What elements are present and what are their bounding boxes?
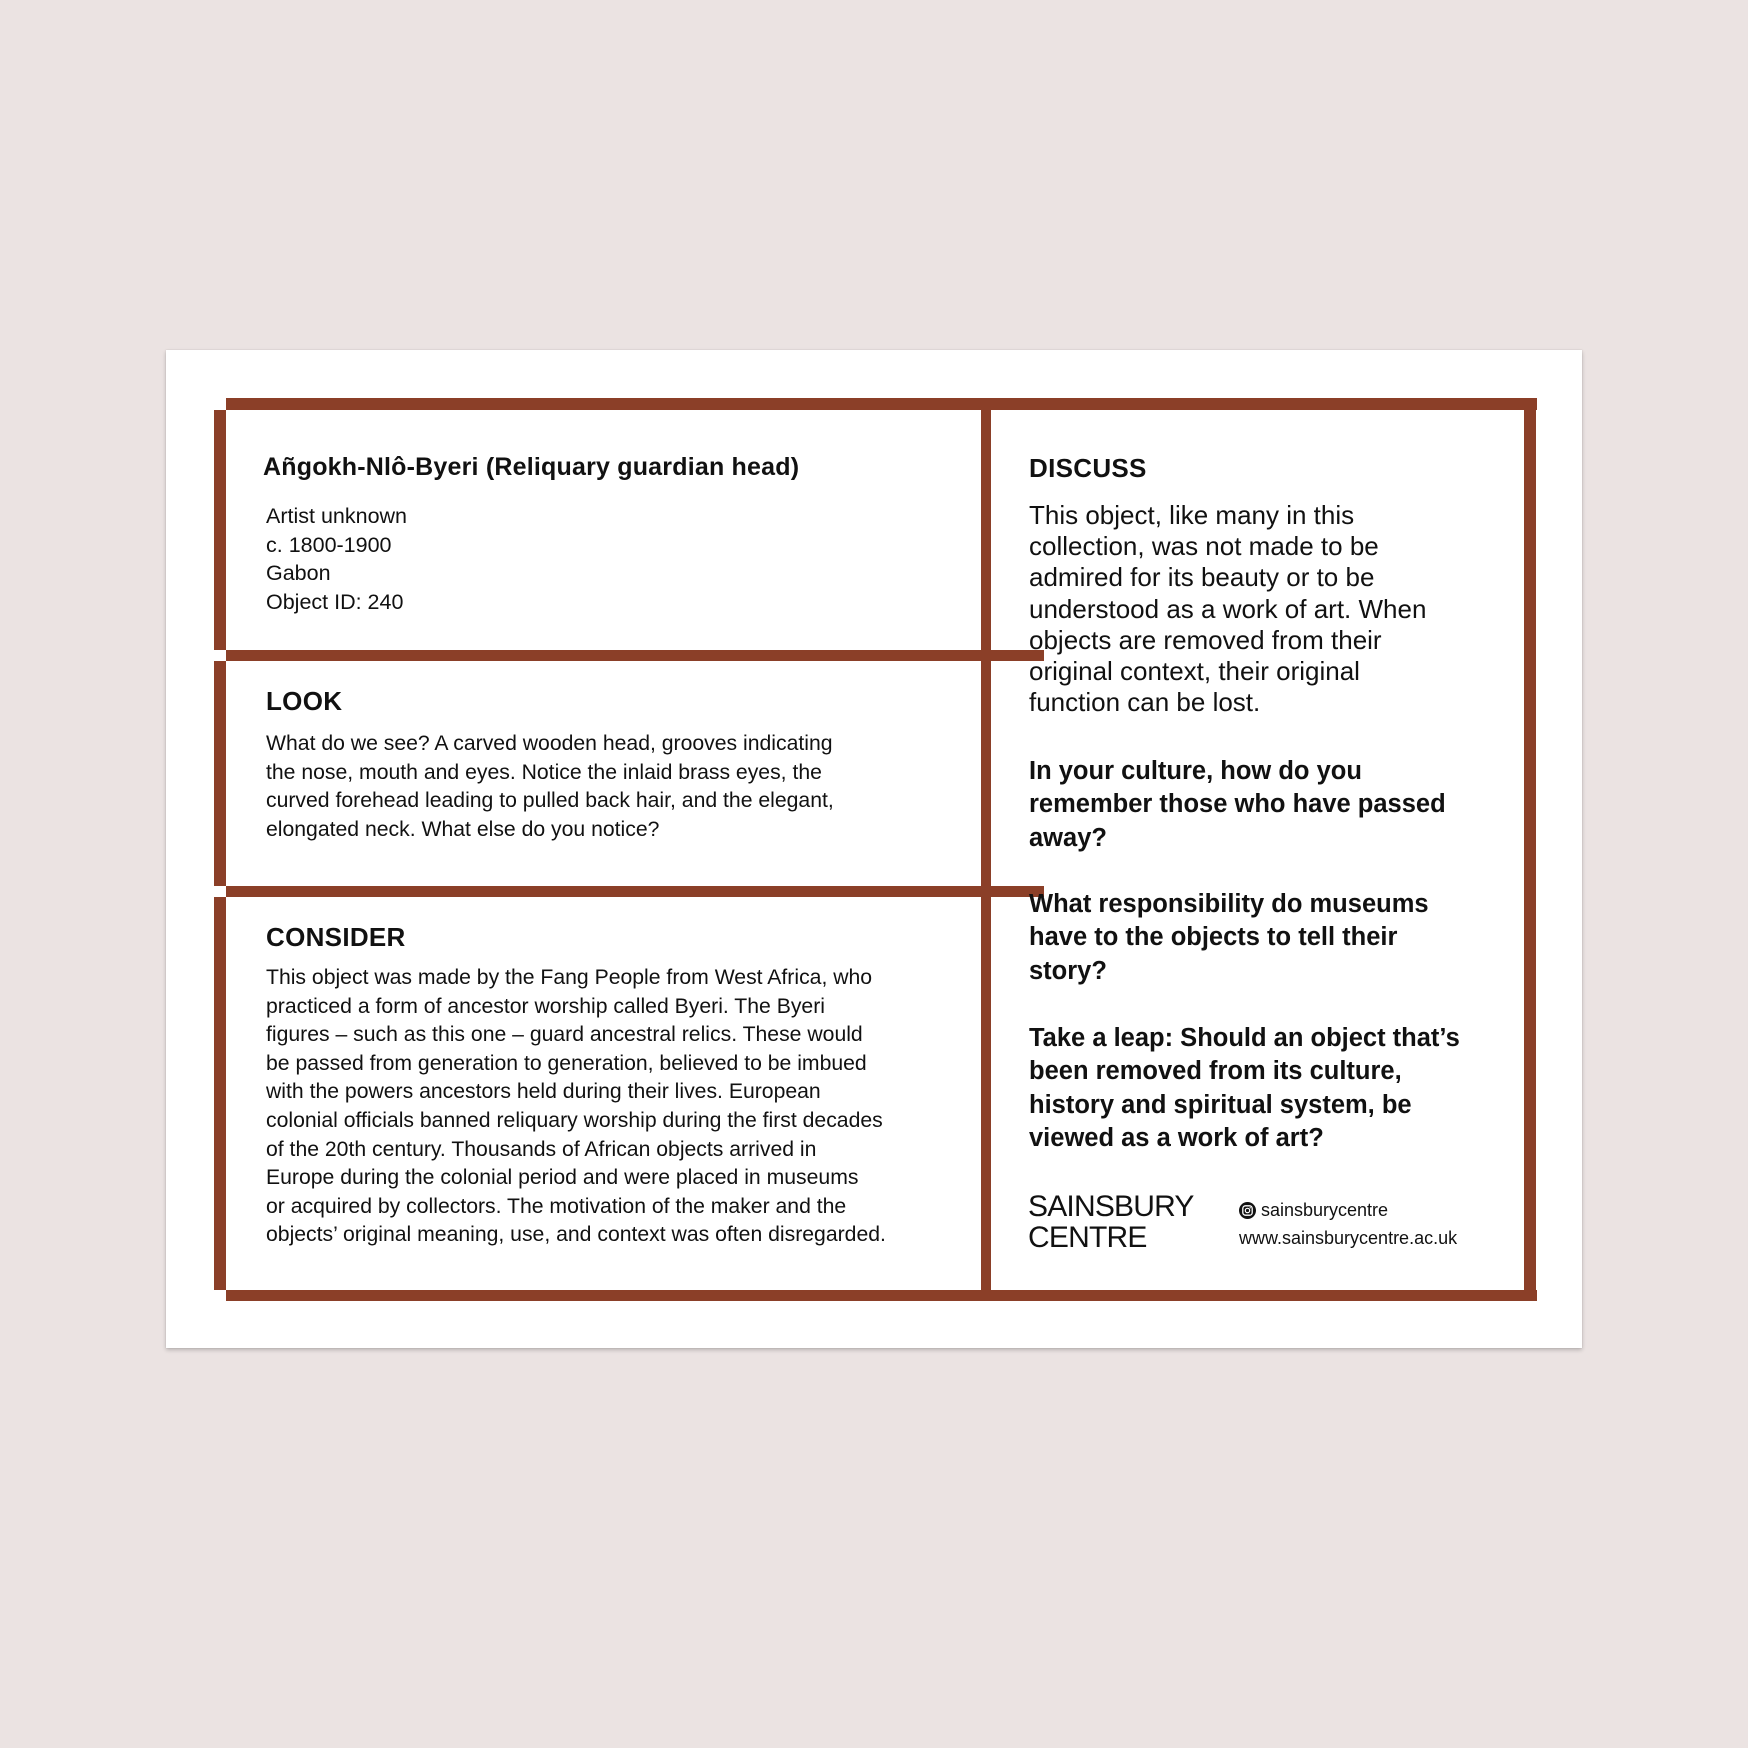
frame-mid-3 bbox=[981, 897, 991, 1290]
question-line: viewed as a work of art? bbox=[1029, 1124, 1324, 1153]
consider-line: Europe during the colonial period and were placed in museums bbox=[266, 1166, 859, 1190]
instagram-icon bbox=[1239, 1202, 1256, 1219]
look-line: What do we see? A carved wooden head, grooves indicating bbox=[266, 732, 833, 755]
object-date: c. 1800-1900 bbox=[266, 532, 392, 557]
social-links bbox=[1239, 1196, 1457, 1252]
consider-line: objects’ original meaning, use, and context was often disregarded. bbox=[266, 1223, 886, 1247]
logo-line: CENTRE bbox=[1028, 1221, 1147, 1254]
question-line: story? bbox=[1029, 956, 1107, 985]
consider-line: with the powers ancestors held during their lives. European bbox=[266, 1080, 821, 1104]
frame-mid-1 bbox=[981, 410, 991, 650]
question-line: away? bbox=[1029, 823, 1107, 852]
discuss-intro-line: original context, their original bbox=[1029, 656, 1360, 687]
consider-line: colonial officials banned reliquary worship during the first decades bbox=[266, 1108, 883, 1132]
object-place: Gabon bbox=[266, 561, 331, 586]
question-line: Take a leap: Should an object that’s bbox=[1029, 1024, 1460, 1052]
look-line: elongated neck. What else do you notice? bbox=[266, 817, 660, 841]
discuss-intro-line: collection, was not made to be bbox=[1029, 531, 1379, 562]
frame-top-right bbox=[991, 398, 1537, 410]
logo-line: SAINSBURY bbox=[1028, 1190, 1194, 1223]
look-line: the nose, mouth and eyes. Notice the inlaid brass eyes, the bbox=[266, 760, 822, 784]
discuss-intro-line: objects are removed from their bbox=[1029, 624, 1382, 655]
frame-left-3 bbox=[214, 897, 226, 1290]
consider-line: practiced a form of ancestor worship called Byeri. The Byeri bbox=[266, 994, 825, 1018]
discuss-intro-line: admired for its beauty or to be bbox=[1029, 562, 1375, 593]
object-id: Object ID: 240 bbox=[266, 590, 404, 615]
frame-mid-2 bbox=[981, 661, 991, 886]
discuss-intro bbox=[1029, 500, 1426, 718]
discuss-heading: DISCUSS bbox=[1029, 453, 1147, 483]
discuss-question-1 bbox=[1029, 755, 1446, 855]
discuss-question-2 bbox=[1029, 888, 1429, 988]
discuss-question-3 bbox=[1029, 1022, 1460, 1156]
consider-line: or acquired by collectors. The motivation of the maker and the bbox=[266, 1194, 847, 1218]
consider-line: be passed from generation to generation, believed to be imbued bbox=[266, 1051, 867, 1075]
discuss-intro-line: function can be lost. bbox=[1029, 687, 1261, 718]
sainsbury-centre-logo bbox=[1028, 1191, 1194, 1253]
object-artist: Artist unknown bbox=[266, 504, 408, 528]
discuss-intro-line: This object, like many in this bbox=[1029, 500, 1355, 530]
website-link[interactable]: www.sainsburycentre.ac.uk bbox=[1239, 1228, 1458, 1248]
discuss-intro-line: understood as a work of art. When bbox=[1029, 593, 1427, 624]
instagram-link[interactable] bbox=[1239, 1196, 1457, 1224]
object-meta bbox=[266, 502, 407, 617]
question-line: What responsibility do museums bbox=[1029, 890, 1429, 918]
look-body bbox=[266, 730, 834, 844]
frame-bottom-right bbox=[991, 1290, 1537, 1301]
question-line: history and spiritual system, be bbox=[1029, 1090, 1412, 1119]
consider-heading: CONSIDER bbox=[266, 922, 406, 952]
museum-label-card bbox=[166, 350, 1582, 1348]
question-line: remember those who have passed bbox=[1029, 790, 1446, 819]
instagram-handle: sainsburycentre bbox=[1261, 1200, 1389, 1220]
look-line: curved forehead leading to pulled back hair, and the elegant, bbox=[266, 789, 834, 813]
consider-line: This object was made by the Fang People from West Africa, who bbox=[266, 966, 873, 989]
look-heading: LOOK bbox=[266, 686, 343, 716]
consider-body bbox=[266, 964, 886, 1250]
question-line: have to the objects to tell their bbox=[1029, 923, 1398, 952]
frame-divider-1 bbox=[226, 650, 1044, 661]
frame-bottom-left bbox=[226, 1290, 1044, 1301]
frame-left-2 bbox=[214, 661, 226, 886]
consider-line: figures – such as this one – guard ancestral relics. These would bbox=[266, 1023, 863, 1047]
object-title: Añgokh-Nlô-Byeri (Reliquary guardian head) bbox=[263, 453, 800, 481]
question-line: In your culture, how do you bbox=[1029, 757, 1362, 785]
frame-top-left bbox=[226, 398, 1044, 410]
frame-left-1 bbox=[214, 410, 226, 650]
frame-divider-2 bbox=[226, 886, 1044, 897]
frame-right bbox=[1524, 410, 1536, 1290]
question-line: been removed from its culture, bbox=[1029, 1057, 1402, 1086]
consider-line: of the 20th century. Thousands of African objects arrived in bbox=[266, 1137, 817, 1161]
